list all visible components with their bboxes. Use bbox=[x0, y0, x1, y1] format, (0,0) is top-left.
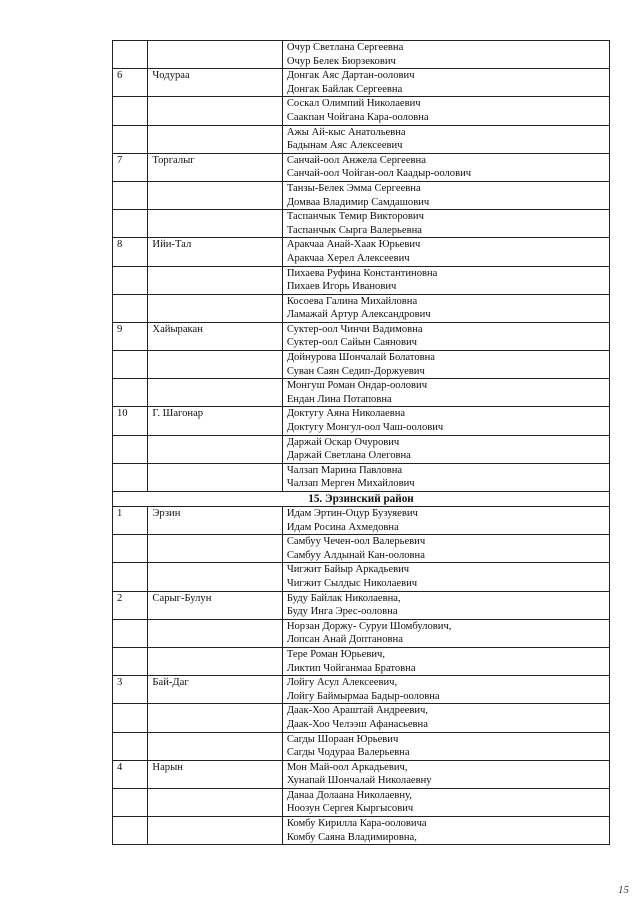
person-name: Саакпан Чойгана Кара-ооловна bbox=[286, 111, 429, 123]
table-row bbox=[113, 435, 610, 463]
person-name: Аракчаа Анай-Хаак Юрьевич bbox=[286, 239, 421, 251]
people-cell bbox=[282, 379, 609, 407]
settlement-name bbox=[148, 181, 282, 209]
settlement-name bbox=[148, 647, 282, 675]
settlement-name bbox=[148, 125, 282, 153]
person-name: Норзан Доржу- Суруи Шомбулович, bbox=[286, 620, 452, 632]
row-number bbox=[113, 379, 148, 407]
people-cell bbox=[282, 676, 609, 704]
person-name: Хунапай Шончалай Николаевну bbox=[286, 775, 432, 787]
people-cell bbox=[282, 535, 609, 563]
row-number: 2 bbox=[113, 591, 148, 619]
people-cell bbox=[282, 266, 609, 294]
person-name: Чигжит Сылдыс Николаевич bbox=[286, 577, 418, 589]
settlement-name bbox=[148, 619, 282, 647]
table-row bbox=[113, 647, 610, 675]
row-number bbox=[113, 97, 148, 125]
table-row bbox=[113, 817, 610, 845]
table-row bbox=[113, 535, 610, 563]
person-name: Самбуу Алдынай Кан-ооловна bbox=[286, 549, 425, 561]
settlement-name bbox=[148, 535, 282, 563]
people-cell bbox=[282, 97, 609, 125]
table-row bbox=[113, 463, 610, 491]
people-cell bbox=[282, 817, 609, 845]
person-name: Суктер-оол Чинчи Вадимовна bbox=[286, 323, 423, 335]
settlement-name: Торгалыг bbox=[148, 153, 282, 181]
table-row bbox=[113, 266, 610, 294]
table-row bbox=[113, 125, 610, 153]
row-number: 4 bbox=[113, 760, 148, 788]
row-number: 7 bbox=[113, 153, 148, 181]
person-name: Донгак Аяс Дартан-оолович bbox=[286, 70, 415, 82]
table-row bbox=[113, 704, 610, 732]
person-name: Донгак Байлак Сергеевна bbox=[286, 83, 403, 95]
table-row bbox=[113, 322, 610, 350]
person-name: Танзы-Белек Эмма Сергеевна bbox=[286, 182, 421, 194]
settlement-name: Чодураа bbox=[148, 69, 282, 97]
person-name: Сагды Чодураа Валерьевна bbox=[286, 747, 410, 759]
registry-table-body bbox=[113, 41, 610, 845]
person-name: Ендан Лина Потаповна bbox=[286, 393, 392, 405]
row-number: 6 bbox=[113, 69, 148, 97]
people-cell bbox=[282, 238, 609, 266]
people-cell bbox=[282, 351, 609, 379]
row-number bbox=[113, 435, 148, 463]
settlement-name bbox=[148, 788, 282, 816]
people-cell bbox=[282, 463, 609, 491]
settlement-name: Нарын bbox=[148, 760, 282, 788]
settlement-name: Ийи-Тал bbox=[148, 238, 282, 266]
person-name: Идам Эртин-Оцур Бузуяевич bbox=[286, 508, 418, 519]
settlement-name bbox=[148, 97, 282, 125]
person-name: Лойгу Баймырмаа Бадыр-ооловна bbox=[286, 690, 440, 702]
row-number: 9 bbox=[113, 322, 148, 350]
table-row bbox=[113, 351, 610, 379]
row-number bbox=[113, 788, 148, 816]
people-cell bbox=[282, 507, 609, 535]
settlement-name bbox=[148, 294, 282, 322]
settlement-name bbox=[148, 266, 282, 294]
table-row bbox=[113, 732, 610, 760]
row-number bbox=[113, 210, 148, 238]
person-name: Дойнурова Шончалай Болатовна bbox=[286, 352, 435, 364]
row-number bbox=[113, 704, 148, 732]
table-row bbox=[113, 563, 610, 591]
person-name: Самбуу Чечен-оол Валерьевич bbox=[286, 536, 426, 548]
settlement-name bbox=[148, 817, 282, 845]
people-cell bbox=[282, 181, 609, 209]
table-row bbox=[113, 591, 610, 619]
person-name: Бадынам Аяс Алексеевич bbox=[286, 140, 403, 152]
person-name: Очур Светлана Сергеевна bbox=[286, 42, 404, 53]
district-heading-row bbox=[113, 492, 610, 507]
person-name: Даржай Светлана Олеговна bbox=[286, 450, 411, 462]
row-number bbox=[113, 266, 148, 294]
row-number bbox=[113, 125, 148, 153]
table-row bbox=[113, 760, 610, 788]
person-name: Соскал Олимпий Николаевич bbox=[286, 98, 421, 110]
settlement-name bbox=[148, 379, 282, 407]
people-cell bbox=[282, 732, 609, 760]
table-row bbox=[113, 181, 610, 209]
person-name: Доктугу Аяна Николаевна bbox=[286, 408, 406, 420]
settlement-name bbox=[148, 351, 282, 379]
person-name: Суктер-оол Сайын Саянович bbox=[286, 337, 417, 349]
table-row bbox=[113, 407, 610, 435]
person-name: Буду Инга Эрес-ооловна bbox=[286, 606, 398, 618]
settlement-name bbox=[148, 704, 282, 732]
settlement-name: Бай-Даг bbox=[148, 676, 282, 704]
people-cell bbox=[282, 704, 609, 732]
person-name: Ламажай Артур Александрович bbox=[286, 309, 431, 321]
row-number bbox=[113, 294, 148, 322]
row-number bbox=[113, 181, 148, 209]
row-number: 3 bbox=[113, 676, 148, 704]
people-cell bbox=[282, 788, 609, 816]
table-row bbox=[113, 676, 610, 704]
row-number bbox=[113, 563, 148, 591]
settlement-name bbox=[148, 41, 282, 69]
table-row bbox=[113, 210, 610, 238]
row-number bbox=[113, 732, 148, 760]
people-cell bbox=[282, 294, 609, 322]
people-cell bbox=[282, 619, 609, 647]
people-cell bbox=[282, 407, 609, 435]
person-name: Пихаев Игорь Иванович bbox=[286, 281, 397, 293]
person-name: Домваа Владимир Самдашович bbox=[286, 196, 430, 208]
row-number bbox=[113, 619, 148, 647]
table-row bbox=[113, 97, 610, 125]
settlement-name bbox=[148, 435, 282, 463]
person-name: Даак-Хоо Челээш Афанасьевна bbox=[286, 718, 428, 730]
person-name: Лойгу Асул Алексеевич, bbox=[286, 677, 398, 689]
person-name: Санчай-оол Чойган-оол Каадыр-оолович bbox=[286, 168, 472, 180]
table-row bbox=[113, 788, 610, 816]
person-name: Пихаева Руфина Константиновна bbox=[286, 267, 438, 279]
person-name: Мон Май-оол Аркадьевич, bbox=[286, 761, 408, 773]
row-number bbox=[113, 351, 148, 379]
person-name: Аракчаа Херел Алексеевич bbox=[286, 252, 410, 264]
row-number bbox=[113, 535, 148, 563]
table-row bbox=[113, 238, 610, 266]
person-name: Буду Байлак Николаевна, bbox=[286, 592, 401, 604]
person-name: Даак-Хоо Араштай Андреевич, bbox=[286, 705, 429, 717]
table-row bbox=[113, 294, 610, 322]
person-name: Чалзап Марина Павловна bbox=[286, 464, 403, 476]
person-name: Суван Саян Седип-Доржуевич bbox=[286, 365, 425, 377]
person-name: Данаа Долаана Николаевну, bbox=[286, 789, 412, 801]
person-name: Косоева Галина Михайловна bbox=[286, 295, 418, 307]
registry-table bbox=[112, 40, 610, 845]
settlement-name bbox=[148, 210, 282, 238]
people-cell bbox=[282, 322, 609, 350]
row-number: 1 bbox=[113, 507, 148, 535]
people-cell bbox=[282, 435, 609, 463]
row-number: 8 bbox=[113, 238, 148, 266]
page-number: 15 bbox=[618, 884, 629, 896]
person-name: Ажы Ай-кыс Анатольевна bbox=[286, 126, 406, 138]
row-number bbox=[113, 647, 148, 675]
people-cell bbox=[282, 125, 609, 153]
row-number bbox=[113, 41, 148, 69]
person-name: Таспанчык Темир Викторович bbox=[286, 211, 424, 223]
people-cell bbox=[282, 69, 609, 97]
person-name: Доктугу Монгул-оол Чаш-оолович bbox=[286, 422, 444, 434]
table-row bbox=[113, 41, 610, 69]
settlement-name bbox=[148, 732, 282, 760]
person-name: Очур Белек Бюрзекович bbox=[286, 55, 396, 67]
table-row bbox=[113, 379, 610, 407]
person-name: Идам Росина Ахмедовна bbox=[286, 521, 399, 533]
person-name: Таспанчык Сырга Валерьевна bbox=[286, 224, 422, 236]
settlement-name: Хайыракан bbox=[148, 322, 282, 350]
table-row bbox=[113, 507, 610, 535]
person-name: Чалзап Мерген Михайлович bbox=[286, 478, 415, 490]
person-name: Тере Роман Юрьевич, bbox=[286, 648, 385, 660]
people-cell bbox=[282, 563, 609, 591]
settlement-name: Сарыг-Булун bbox=[148, 591, 282, 619]
people-cell bbox=[282, 760, 609, 788]
table-row bbox=[113, 153, 610, 181]
person-name: Даржай Оскар Очурович bbox=[286, 436, 400, 448]
people-cell bbox=[282, 153, 609, 181]
person-name: Сагды Шораан Юрьевич bbox=[286, 733, 399, 745]
people-cell bbox=[282, 647, 609, 675]
settlement-name: Эрзин bbox=[148, 507, 282, 535]
person-name: Чигжит Байыр Аркадьевич bbox=[286, 564, 410, 576]
person-name: Ноозун Сергея Кыргысович bbox=[286, 803, 414, 815]
person-name: Комбу Саяна Владимировна, bbox=[286, 831, 417, 843]
settlement-name: Г. Шагонар bbox=[148, 407, 282, 435]
person-name: Лопсан Анай Доптановна bbox=[286, 634, 403, 646]
people-cell bbox=[282, 210, 609, 238]
settlement-name bbox=[148, 563, 282, 591]
row-number: 10 bbox=[113, 407, 148, 435]
person-name: Ликтип Чойганмаа Братовна bbox=[286, 662, 416, 674]
person-name: Санчай-оол Анжела Сергеевна bbox=[286, 154, 426, 166]
row-number bbox=[113, 817, 148, 845]
person-name: Комбу Кирилла Кара-ооловича bbox=[286, 818, 427, 830]
people-cell bbox=[282, 591, 609, 619]
row-number bbox=[113, 463, 148, 491]
table-row bbox=[113, 619, 610, 647]
table-row bbox=[113, 69, 610, 97]
district-title: 15. Эрзинский район bbox=[113, 492, 610, 507]
person-name: Монгуш Роман Ондар-оолович bbox=[286, 380, 428, 392]
people-cell bbox=[282, 41, 609, 69]
settlement-name bbox=[148, 463, 282, 491]
